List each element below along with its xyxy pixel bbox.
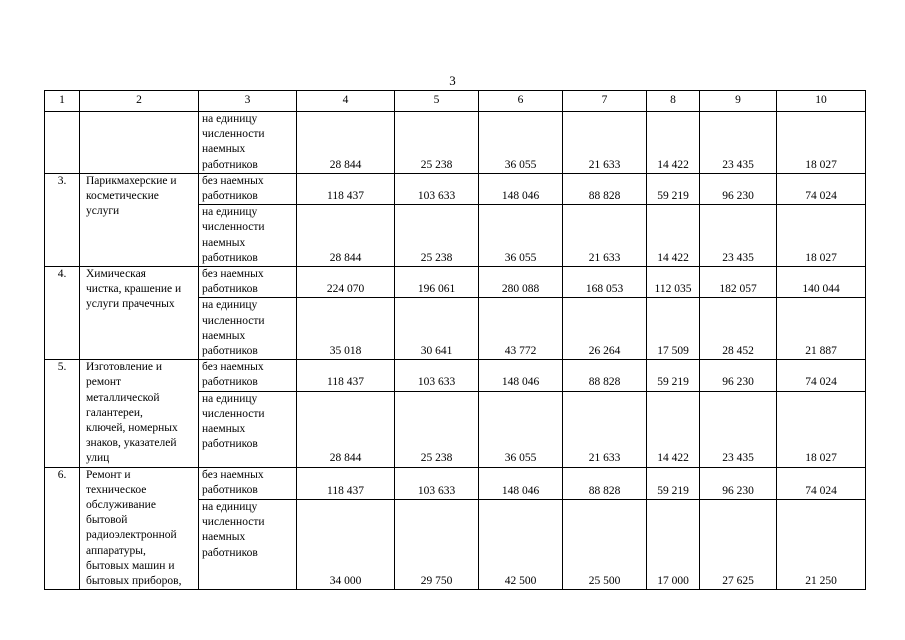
value-cell: 118 437 <box>297 360 395 391</box>
column-header: 4 <box>297 91 395 112</box>
value-cell: 21 250 <box>777 499 866 589</box>
value-cell: 74 024 <box>777 360 866 391</box>
service-name-line: техническое <box>86 483 147 496</box>
value-cell: 96 230 <box>700 360 777 391</box>
value-cell: 17 509 <box>647 298 700 360</box>
value-cell: 148 046 <box>479 467 563 499</box>
service-name-line: Ремонт и <box>86 468 131 481</box>
value-cell: 36 055 <box>479 391 563 467</box>
value-cell: 103 633 <box>395 173 479 204</box>
value-cell: 23 435 <box>700 112 777 174</box>
category-line: наемных <box>202 531 246 544</box>
table-row <box>45 173 866 204</box>
value-cell: 112 035 <box>647 267 700 298</box>
value-cell: 36 055 <box>479 112 563 174</box>
value-cell: 35 018 <box>297 298 395 360</box>
category-cell <box>199 298 297 360</box>
service-name-line: ремонт <box>86 376 122 389</box>
service-name-line: Изготовление и <box>86 361 163 374</box>
service-name-line: услуги <box>86 205 120 218</box>
category-cell <box>199 205 297 267</box>
service-name-line: бытовых машин и <box>86 559 175 572</box>
value-cell: 103 633 <box>395 360 479 391</box>
value-cell: 29 750 <box>395 499 479 589</box>
value-cell: 25 238 <box>395 391 479 467</box>
value-cell: 25 500 <box>563 499 647 589</box>
index-cell: 6. <box>45 467 80 590</box>
value-cell: 43 772 <box>479 298 563 360</box>
category-line: работников <box>202 376 258 389</box>
service-name-line: радиоэлектронной <box>86 529 177 542</box>
category-cell <box>199 112 297 174</box>
value-cell: 14 422 <box>647 391 700 467</box>
service-name-line: косметические <box>86 190 159 203</box>
category-line: работников <box>202 283 258 296</box>
service-name-line: ключей, номерных <box>86 422 178 435</box>
service-name-line: обслуживание <box>86 499 156 512</box>
value-cell: 96 230 <box>700 467 777 499</box>
value-cell: 17 000 <box>647 499 700 589</box>
category-line: наемных <box>202 236 246 249</box>
table-row <box>45 467 866 499</box>
value-cell: 103 633 <box>395 467 479 499</box>
category-line: работников <box>202 483 258 496</box>
category-line: работников <box>202 251 258 264</box>
value-cell: 28 844 <box>297 391 395 467</box>
category-line: без наемных <box>202 361 264 374</box>
index-cell <box>45 112 80 174</box>
service-name-line: галантереи, <box>86 406 143 419</box>
category-line: работников <box>202 345 258 358</box>
value-cell: 42 500 <box>479 499 563 589</box>
value-cell: 25 238 <box>395 112 479 174</box>
column-number-row <box>45 91 866 112</box>
category-line: на единицу <box>202 113 258 125</box>
table-body <box>45 91 866 590</box>
service-name-line: улиц <box>86 452 110 465</box>
value-cell: 148 046 <box>479 360 563 391</box>
value-cell: 14 422 <box>647 205 700 267</box>
value-cell: 26 264 <box>563 298 647 360</box>
category-line: работников <box>202 158 258 171</box>
category-line: численности <box>202 221 265 234</box>
service-name-line: чистка, крашение и <box>86 283 182 296</box>
category-cell <box>199 391 297 467</box>
category-line: на единицу <box>202 299 258 312</box>
service-name-cell <box>80 267 199 360</box>
category-line: работников <box>202 190 258 203</box>
category-line: на единицу <box>202 206 258 219</box>
service-name-line: услуги прачечных <box>86 298 175 311</box>
category-line: наемных <box>202 143 246 156</box>
service-name-cell <box>80 467 199 590</box>
service-name-line: знаков, указателей <box>86 437 177 450</box>
category-line: работников <box>202 546 258 559</box>
value-cell: 88 828 <box>563 173 647 204</box>
table-row <box>45 360 866 391</box>
table-row <box>45 112 866 174</box>
service-name-line: аппаратуры, <box>86 544 146 557</box>
value-cell: 14 422 <box>647 112 700 174</box>
value-cell: 28 844 <box>297 205 395 267</box>
service-name-line: бытовой <box>86 514 128 527</box>
value-cell: 96 230 <box>700 173 777 204</box>
value-cell: 224 070 <box>297 267 395 298</box>
category-cell <box>199 360 297 391</box>
category-cell <box>199 173 297 204</box>
category-line: без наемных <box>202 268 264 281</box>
category-line: работников <box>202 438 258 451</box>
value-cell: 21 887 <box>777 298 866 360</box>
value-cell: 168 053 <box>563 267 647 298</box>
value-cell: 27 625 <box>700 499 777 589</box>
value-cell: 118 437 <box>297 173 395 204</box>
index-cell: 5. <box>45 360 80 467</box>
category-cell <box>199 467 297 499</box>
value-cell: 74 024 <box>777 467 866 499</box>
category-line: наемных <box>202 423 246 436</box>
value-cell: 18 027 <box>777 112 866 174</box>
value-cell: 34 000 <box>297 499 395 589</box>
value-cell: 118 437 <box>297 467 395 499</box>
value-cell: 21 633 <box>563 205 647 267</box>
category-cell <box>199 267 297 298</box>
column-header: 1 <box>45 91 80 112</box>
value-cell: 23 435 <box>700 205 777 267</box>
category-line: численности <box>202 314 265 327</box>
value-cell: 28 844 <box>297 112 395 174</box>
service-name-line: Химическая <box>86 268 146 281</box>
category-line: на единицу <box>202 392 258 405</box>
category-line: на единицу <box>202 500 258 513</box>
category-line: численности <box>202 407 265 420</box>
category-line: численности <box>202 128 265 141</box>
column-header: 2 <box>80 91 199 112</box>
category-line: без наемных <box>202 468 264 481</box>
category-line: без наемных <box>202 174 264 187</box>
column-header: 3 <box>199 91 297 112</box>
column-header: 9 <box>700 91 777 112</box>
value-cell: 182 057 <box>700 267 777 298</box>
index-cell: 3. <box>45 173 80 266</box>
tariff-table <box>44 90 866 590</box>
value-cell: 59 219 <box>647 360 700 391</box>
service-name-line: бытовых приборов, <box>86 575 182 588</box>
value-cell: 74 024 <box>777 173 866 204</box>
service-name-cell <box>80 112 199 174</box>
service-name-line: металлической <box>86 391 160 404</box>
column-header: 10 <box>777 91 866 112</box>
table-row <box>45 267 866 298</box>
value-cell: 59 219 <box>647 173 700 204</box>
value-cell: 30 641 <box>395 298 479 360</box>
value-cell: 28 452 <box>700 298 777 360</box>
value-cell: 148 046 <box>479 173 563 204</box>
value-cell: 140 044 <box>777 267 866 298</box>
service-name-line: Парикмахерские и <box>86 174 177 187</box>
value-cell: 36 055 <box>479 205 563 267</box>
value-cell: 280 088 <box>479 267 563 298</box>
value-cell: 59 219 <box>647 467 700 499</box>
column-header: 8 <box>647 91 700 112</box>
value-cell: 18 027 <box>777 391 866 467</box>
page-number: 3 <box>449 73 456 88</box>
value-cell: 21 633 <box>563 112 647 174</box>
column-header: 5 <box>395 91 479 112</box>
column-header: 7 <box>563 91 647 112</box>
value-cell: 88 828 <box>563 360 647 391</box>
value-cell: 18 027 <box>777 205 866 267</box>
value-cell: 21 633 <box>563 391 647 467</box>
value-cell: 88 828 <box>563 467 647 499</box>
service-name-cell <box>80 360 199 467</box>
column-header: 6 <box>479 91 563 112</box>
index-cell: 4. <box>45 267 80 360</box>
category-line: численности <box>202 516 265 529</box>
category-line: наемных <box>202 329 246 342</box>
value-cell: 23 435 <box>700 391 777 467</box>
value-cell: 25 238 <box>395 205 479 267</box>
service-name-cell <box>80 173 199 266</box>
value-cell: 196 061 <box>395 267 479 298</box>
category-cell <box>199 499 297 589</box>
